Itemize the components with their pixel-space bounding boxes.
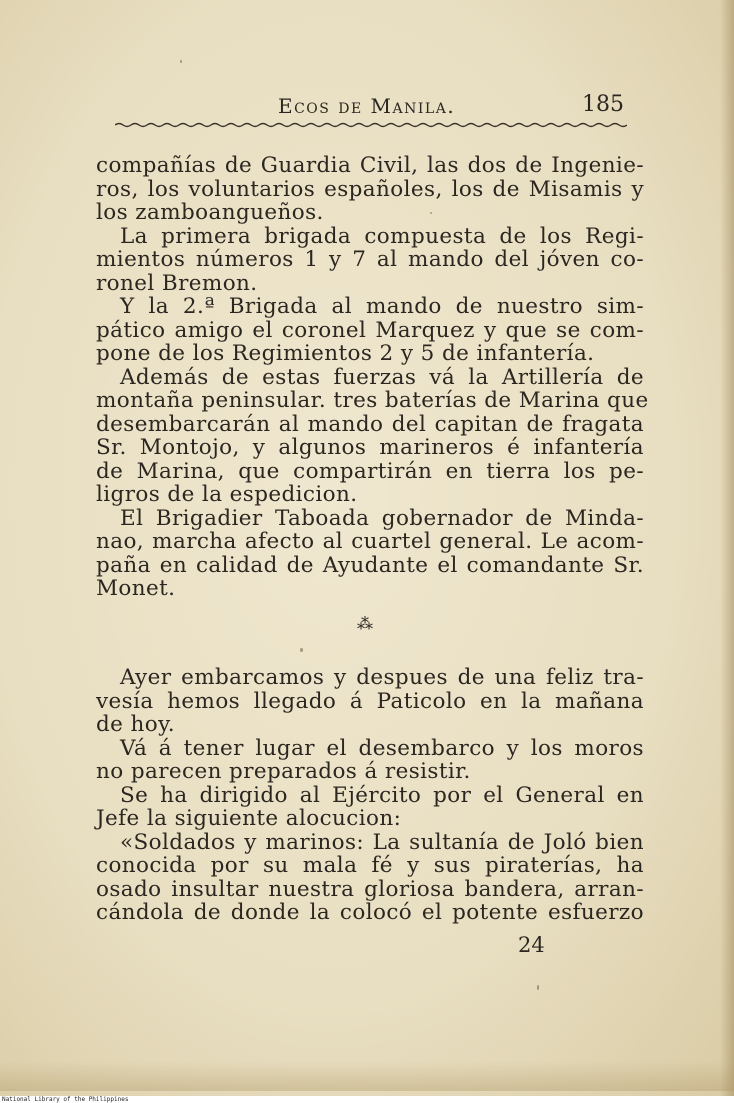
text-line: Y la 2.ª Brigada al mando de nuestro sim-	[120, 294, 644, 319]
signature-mark: 24	[518, 933, 545, 957]
text-line: ronel Bremon.	[96, 270, 258, 296]
text-line: ligros de la espedicion.	[96, 482, 358, 507]
text-line: cándola de donde la colocó el potente esfuerzo	[96, 900, 644, 925]
text-line: ros, los voluntarios españoles, los de Misamis y	[96, 176, 644, 202]
text-line: Sr. Montojo, y algunos marineros é infantería	[96, 435, 644, 460]
asterism-separator: ⁂	[357, 614, 373, 633]
library-credit: National Library of the Philippines	[0, 1096, 734, 1103]
text-line: compañías de Guardia Civil, las dos de Ingenie-	[96, 153, 644, 178]
text-line: «Soldados y marinos: La sultanía de Joló bien	[120, 829, 644, 855]
text-line: Ayer embarcamos y despues de una feliz tra-	[120, 665, 644, 690]
text-line: conocida por su mala fé y sus piraterías, ha	[96, 853, 644, 878]
text-line: paña en calidad de Ayudante el comandante Sr.	[96, 552, 644, 578]
text-line: Además de estas fuerzas vá la Artillería de	[120, 364, 644, 390]
text-line: no parecen preparados á resistir.	[96, 759, 471, 784]
text-line: desembarcarán al mando del capitan de fragata	[96, 411, 644, 437]
ink-speck	[180, 60, 182, 63]
text-line: pático amigo el coronel Marquez y que se com-	[96, 317, 644, 343]
text-line: Se ha dirigido al Ejército por el General en	[120, 782, 644, 808]
text-line: nao, marcha afecto al cuartel general. Le acom-	[96, 529, 644, 554]
text-line: Jefe la siguiente alocucion:	[96, 806, 402, 831]
text-line: Vá á tener lugar el desembarco y los moros	[120, 735, 644, 761]
header-wavy-rule	[115, 122, 627, 128]
text-line: Monet.	[96, 576, 176, 601]
text-line: de hoy.	[96, 712, 176, 737]
text-line: vesía hemos llegado á Paticolo en la mañana	[96, 688, 644, 714]
text-line: montaña peninsular. tres baterías de Marina que	[96, 388, 649, 413]
text-line: los zamboangueños.	[96, 200, 324, 225]
page-bottom-shadow	[0, 1061, 734, 1091]
text-line: La primera brigada compuesta de los Regi-	[120, 223, 644, 249]
ink-speck	[537, 985, 539, 990]
text-line: de Marina, que compartirán en tierra los pe-	[96, 458, 644, 484]
ink-speck	[300, 648, 303, 652]
text-line: El Brigadier Taboada gobernador de Minda-	[120, 505, 644, 531]
ink-speck	[430, 212, 432, 214]
page-number: 185	[582, 92, 624, 117]
text-line: pone de los Regimientos 2 y 5 de infantería.	[96, 341, 595, 366]
text-block-second	[96, 666, 644, 925]
text-line: osado insultar nuestra gloriosa bandera, arran-	[96, 876, 644, 902]
text-line: mientos números 1 y 7 al mando del jóven co-	[96, 247, 644, 272]
running-header-title: Ecos de Manila.	[278, 94, 456, 118]
page-edge-shadow	[720, 0, 734, 1097]
text-block-first	[96, 153, 649, 601]
